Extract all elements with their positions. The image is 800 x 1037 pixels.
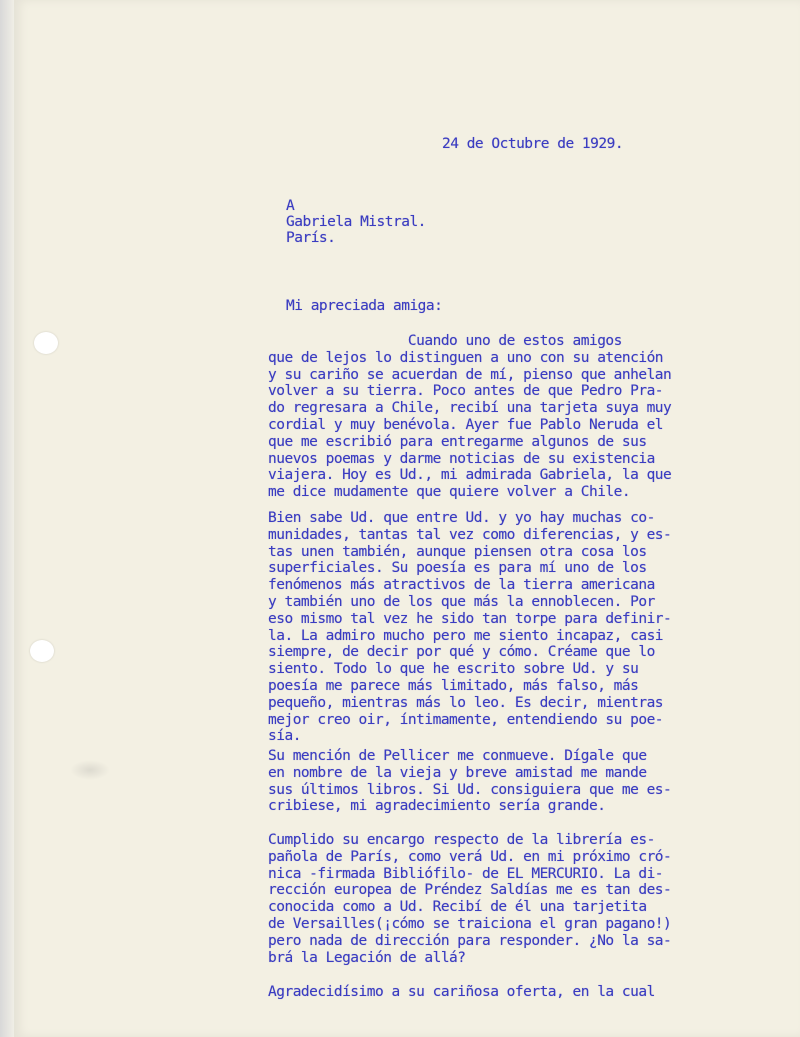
- text-line: munidades, tantas tal vez como diferencias, y es-: [268, 526, 672, 543]
- paragraph: [268, 748, 671, 815]
- letter-date: 24 de Octubre de 1929.: [442, 136, 624, 152]
- text-line: en nombre de la vieja y breve amistad me mande: [268, 764, 647, 781]
- addressee-line: Gabriela Mistral.: [286, 214, 426, 230]
- text-line: que de lejos lo distinguen a uno con su atención: [268, 349, 664, 366]
- text-line: nuevos poemas y darme noticias de su existencia: [268, 450, 655, 467]
- page-edge-shadow: [0, 0, 14, 1037]
- punch-hole-bottom: [30, 640, 54, 662]
- text-line: siempre, de decir por qué y cómo. Créame que lo: [268, 644, 655, 661]
- paragraph: [268, 832, 671, 966]
- text-line: brá la Legación de allá?: [268, 949, 466, 966]
- text-line: que me escribió para entregarme algunos de sus: [268, 433, 647, 450]
- paper-smudge: [70, 760, 110, 780]
- text-line: poesía me parece más limitado, más falso, más: [268, 677, 639, 694]
- text-line: volver a su tierra. Poco antes de que Pedro Pra-: [268, 383, 664, 400]
- salutation: Mi apreciada amiga:: [286, 298, 443, 314]
- text-line: conocida como a Ud. Recibí de él una tarjetita: [268, 899, 647, 916]
- addressee-line: A: [286, 198, 295, 214]
- text-line: tas unen también, aunque piensen otra cosa los: [268, 543, 647, 560]
- text-line: mejor creo oir, íntimamente, entendiendo su poe-: [268, 711, 664, 728]
- text-line: la. La admiro mucho pero me siento incapaz, casi: [268, 627, 664, 644]
- text-line: fenómenos más atractivos de la tierra americana: [268, 577, 655, 594]
- text-line: viajera. Hoy es Ud., mi admirada Gabriela, la que: [268, 467, 672, 484]
- text-line: de Versailles(¡cómo se traiciona el gran pagano!): [268, 915, 672, 932]
- text-line: y también uno de los que más la ennoblecen. Por: [268, 593, 655, 610]
- paragraph: [268, 333, 671, 501]
- text-line: Su mención de Pellicer me conmueve. Dígale que: [268, 748, 647, 764]
- text-line: cribiese, mi agradecimiento sería grande.: [268, 798, 606, 815]
- addressee-block: [286, 198, 426, 246]
- text-line: do regresara a Chile, recibí una tarjeta suya muy: [268, 400, 672, 417]
- text-line: eso mismo tal vez he sido tan torpe para definir-: [268, 610, 672, 627]
- text-line: cordial y muy benévola. Ayer fue Pablo Neruda el: [268, 416, 664, 433]
- text-line: sía.: [268, 728, 301, 745]
- text-line: Agradecidísimo a su cariñosa oferta, en la cual: [268, 984, 655, 1000]
- text-line: pero nada de dirección para responder. ¿No la sa-: [268, 932, 672, 949]
- text-line: superficiales. Su poesía es para mí uno de los: [268, 560, 647, 577]
- text-line: pañola de París, como verá Ud. en mi próximo cró-: [268, 848, 672, 865]
- text-line: y su cariño se acuerdan de mí, pienso que anhelan: [268, 366, 672, 383]
- text-line: pequeño, mientras más lo leo. Es decir, mientras: [268, 694, 664, 711]
- text-line: Cumplido su encargo respecto de la librería es-: [268, 832, 655, 848]
- text-line: sus últimos libros. Si Ud. consiguiera que me es-: [268, 781, 672, 798]
- text-line: Bien sabe Ud. que entre Ud. y yo hay muchas co-: [268, 510, 655, 526]
- text-line: rección europea de Préndez Saldías me es tan des-: [268, 882, 672, 899]
- text-line: Cuando uno de estos amigos: [268, 333, 622, 349]
- text-line: nica -firmada Bibliófilo- de EL MERCURIO. La di-: [268, 865, 664, 882]
- paragraph: [268, 984, 655, 1001]
- text-line: me dice mudamente que quiere volver a Chile.: [268, 484, 631, 501]
- punch-hole-top: [34, 332, 58, 354]
- paragraph: [268, 510, 671, 745]
- addressee-line: París.: [286, 230, 336, 246]
- text-line: siento. Todo lo que he escrito sobre Ud. y su: [268, 661, 639, 678]
